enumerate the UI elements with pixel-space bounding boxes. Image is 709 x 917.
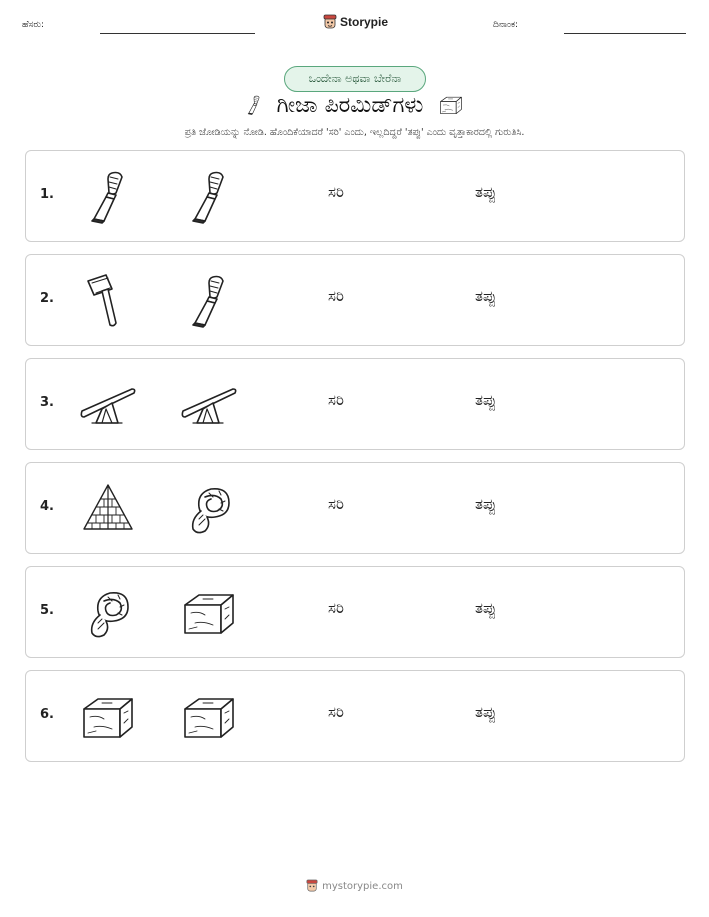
option-incorrect[interactable]: ತಪ್ಪು bbox=[475, 495, 497, 513]
stone-block-icon bbox=[435, 92, 467, 118]
stone-block-icon bbox=[78, 687, 138, 747]
question-number: 2. bbox=[40, 291, 54, 306]
date-label: ದಿನಾಂಕ: bbox=[493, 20, 519, 30]
lever-icon bbox=[78, 375, 138, 435]
chisel-icon bbox=[78, 167, 138, 227]
question-row-2 bbox=[25, 254, 685, 346]
question-number: 6. bbox=[40, 707, 54, 722]
mallet-icon bbox=[78, 271, 138, 331]
name-line[interactable] bbox=[100, 33, 255, 34]
storypie-mascot-icon bbox=[323, 14, 337, 30]
question-row-3 bbox=[25, 358, 685, 450]
pyramid-icon bbox=[78, 479, 138, 539]
option-incorrect[interactable]: ತಪ್ಪು bbox=[475, 183, 497, 201]
rope-icon bbox=[179, 479, 239, 539]
question-number: 3. bbox=[40, 395, 54, 410]
page-title: ಗೀಜಾ ಪಿರಮಿಡ್‌ಗಳು bbox=[276, 92, 424, 118]
option-correct[interactable]: ಸರಿ bbox=[328, 599, 344, 617]
chisel-icon bbox=[179, 167, 239, 227]
footer bbox=[0, 879, 709, 893]
question-number: 1. bbox=[40, 187, 54, 202]
question-row-1 bbox=[25, 150, 685, 242]
stone-block-icon bbox=[179, 583, 239, 643]
option-incorrect[interactable]: ತಪ್ಪು bbox=[475, 599, 497, 617]
question-number: 5. bbox=[40, 603, 54, 618]
worksheet-header bbox=[0, 12, 709, 42]
chisel-icon bbox=[179, 271, 239, 331]
option-correct[interactable]: ಸರಿ bbox=[328, 703, 344, 721]
date-line[interactable] bbox=[564, 33, 686, 34]
question-number: 4. bbox=[40, 499, 54, 514]
option-correct[interactable]: ಸರಿ bbox=[328, 183, 344, 201]
instructions: ಪ್ರತಿ ಜೋಡಿಯನ್ನು ನೋಡಿ. ಹೊಂದಿಕೆಯಾದರೆ 'ಸರಿ' ಎಂದು, ಇಲ್ಲದಿದ್ದರೆ 'ತಪ್ಪು' ಎಂದು ವೃತ್ತಾಕಾರದಲ್ಲಿ ಗುರುತಿಸಿ. bbox=[184, 127, 525, 138]
storypie-mascot-icon bbox=[306, 879, 318, 893]
name-label: ಹೆಸರು: bbox=[22, 20, 45, 30]
footer-url: mystorypie.com bbox=[322, 880, 403, 892]
option-incorrect[interactable]: ತಪ್ಪು bbox=[475, 287, 497, 305]
title-block bbox=[205, 90, 505, 120]
option-correct[interactable]: ಸರಿ bbox=[328, 495, 344, 513]
lever-icon bbox=[179, 375, 239, 435]
option-correct[interactable]: ಸರಿ bbox=[328, 391, 344, 409]
stone-block-icon bbox=[179, 687, 239, 747]
option-incorrect[interactable]: ತಪ್ಪು bbox=[475, 391, 497, 409]
option-incorrect[interactable]: ತಪ್ಪು bbox=[475, 703, 497, 721]
rope-icon bbox=[78, 583, 138, 643]
question-row-6 bbox=[25, 670, 685, 762]
brand-logo bbox=[323, 14, 388, 30]
chisel-icon bbox=[243, 90, 265, 120]
brand-name: Storypie bbox=[340, 15, 389, 29]
question-row-5 bbox=[25, 566, 685, 658]
activity-badge: ಒಂದೇನಾ ಅಥವಾ ಬೇರೆನಾ bbox=[284, 66, 426, 92]
option-correct[interactable]: ಸರಿ bbox=[328, 287, 344, 305]
question-row-4 bbox=[25, 462, 685, 554]
